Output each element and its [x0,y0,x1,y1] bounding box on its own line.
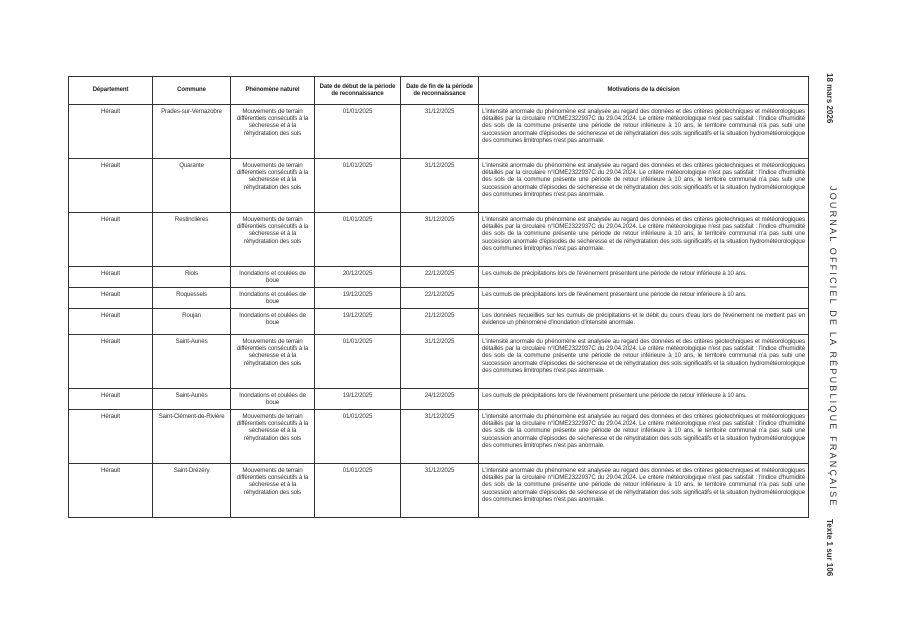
cell-commune: Saint-Drézéry [153,464,231,518]
cell-date-fin: 21/12/2025 [401,309,479,335]
cell-motivation: L'intensité anormale du phénomène est analysée au regard des données et des critères géotechniques et météorologiques détaillés par la circulaire n°IOME2322937C du 29.04.2024. Le critère météorologique n'est pas satisfait : l'indice d'humidité des sols de la commune présente une période de retour inférieure à 10 ans, le territoire communal n'a pas subi une succession anormale d'épisodes de sécheresse et de réhydratation des sols significatifs et la situation hydrométéorologique des communes limitrophes n'est pas anormale. [479,159,809,213]
publication-date: 18 mars 2026 [825,73,834,124]
header-departement: Département [69,77,153,105]
cell-date-fin: 31/12/2025 [401,213,479,267]
cell-commune: Prades-sur-Vernazobre [153,105,231,159]
cell-date-fin: 31/12/2025 [401,159,479,213]
cell-date-debut: 01/01/2025 [315,159,401,213]
cell-date-fin: 31/12/2025 [401,105,479,159]
cell-date-debut: 19/12/2025 [315,309,401,335]
cell-departement: Hérault [69,105,153,159]
header-date-fin: Date de fin de la période de reconnaissance [401,77,479,105]
cell-phenomene: Inondations et coulées de boue [231,309,315,335]
cell-motivation: L'intensité anormale du phénomène est analysée au regard des données et des critères géotechniques et météorologiques détaillés par la circulaire n°IOME2322937C du 29.04.2024. Le critère météorologique n'est pas satisfait : l'indice d'humidité des sols de la commune présente une période de retour inférieure à 10 ans, le territoire communal n'a pas subi une succession anormale d'épisodes de sécheresse et de réhydratation des sols significatifs et la situation hydrométéorologique des communes limitrophes n'est pas anormale. [479,464,809,518]
cell-motivation: Les cumuls de précipitations lors de l'événement présentent une période de retour inférieure à 10 ans. [479,267,809,288]
cell-commune: Riols [153,267,231,288]
table-row [69,464,809,518]
header-motivations: Motivations de la décision [479,77,809,105]
cell-date-fin: 31/12/2025 [401,464,479,518]
cell-commune: Saint-Aunès [153,335,231,389]
cell-commune: Saint-Clément-de-Rivière [153,410,231,464]
cell-departement: Hérault [69,309,153,335]
cell-phenomene: Mouvements de terrain différentiels consécutifs à la sécheresse et à la réhydratation des sols [231,213,315,267]
cell-departement: Hérault [69,335,153,389]
table-header-row [69,77,809,105]
cell-commune: Quarante [153,159,231,213]
cell-phenomene: Mouvements de terrain différentiels consécutifs à la sécheresse et à la réhydratation des sols [231,159,315,213]
table-row [69,410,809,464]
cell-departement: Hérault [69,464,153,518]
cell-phenomene: Inondations et coulées de boue [231,288,315,309]
table-row [69,335,809,389]
table-row [69,213,809,267]
cell-date-debut: 01/01/2025 [315,464,401,518]
cell-motivation: Les données recueillies sur les cumuls de précipitations et le débit du cours d'eau lors de l'événement ne mettent pas en évidence un phénomène d'inondation d'intensité anormale. [479,309,809,335]
cell-date-fin: 24/12/2025 [401,389,479,410]
cell-date-fin: 22/12/2025 [401,267,479,288]
cell-commune: Roquessels [153,288,231,309]
cell-commune: Saint-Aunès [153,389,231,410]
cell-phenomene: Mouvements de terrain différentiels consécutifs à la sécheresse et à la réhydratation des sols [231,464,315,518]
header-commune: Commune [153,77,231,105]
table-row [69,309,809,335]
cell-motivation: L'intensité anormale du phénomène est analysée au regard des données et des critères géotechniques et météorologiques détaillés par la circulaire n°IOME2322937C du 29.04.2024. Le critère météorologique n'est pas satisfait : l'indice d'humidité des sols de la commune présente une période de retour inférieure à 10 ans, le territoire communal n'a pas subi une succession anormale d'épisodes de sécheresse et de réhydratation des sols significatifs et la situation hydrométéorologique des communes limitrophes n'est pas anormale. [479,410,809,464]
cell-motivation: L'intensité anormale du phénomène est analysée au regard des données et des critères géotechniques et météorologiques détaillés par la circulaire n°IOME2322937C du 29.04.2024. Le critère météorologique n'est pas satisfait : l'indice d'humidité des sols de la commune présente une période de retour inférieure à 10 ans, le territoire communal n'a pas subi une succession anormale d'épisodes de sécheresse et de réhydratation des sols significatifs et la situation hydrométéorologique des communes limitrophes n'est pas anormale. [479,213,809,267]
cell-date-fin: 22/12/2025 [401,288,479,309]
cell-departement: Hérault [69,267,153,288]
table-row [69,267,809,288]
table-row [69,288,809,309]
cell-motivation: L'intensité anormale du phénomène est analysée au regard des données et des critères géotechniques et météorologiques détaillés par la circulaire n°IOME2322937C du 29.04.2024. Le critère météorologique n'est pas satisfait : l'indice d'humidité des sols de la commune présente une période de retour inférieure à 10 ans, le territoire communal n'a pas subi une succession anormale d'épisodes de sécheresse et de réhydratation des sols significatifs et la situation hydrométéorologique des communes limitrophes n'est pas anormale. [479,335,809,389]
cell-date-fin: 31/12/2025 [401,410,479,464]
decisions-table [68,76,809,518]
cell-date-debut: 01/01/2025 [315,213,401,267]
cell-commune: Restinclières [153,213,231,267]
cell-commune: Roujan [153,309,231,335]
cell-phenomene: Inondations et coulées de boue [231,267,315,288]
table-row [69,159,809,213]
cell-date-fin: 31/12/2025 [401,335,479,389]
cell-date-debut: 01/01/2025 [315,335,401,389]
cell-date-debut: 19/12/2025 [315,389,401,410]
header-date-debut: Date de début de la période de reconnaissance [315,77,401,105]
header-phenomene: Phénomène naturel [231,77,315,105]
table-row [69,389,809,410]
cell-phenomene: Inondations et coulées de boue [231,389,315,410]
table-row [69,105,809,159]
cell-departement: Hérault [69,213,153,267]
cell-motivation: Les cumuls de précipitations lors de l'événement présentent une période de retour inférieure à 10 ans. [479,288,809,309]
cell-date-debut: 01/01/2025 [315,410,401,464]
cell-date-debut: 20/12/2025 [315,267,401,288]
cell-date-debut: 19/12/2025 [315,288,401,309]
cell-motivation: Les cumuls de précipitations lors de l'événement présentent une période de retour inférieure à 10 ans. [479,389,809,410]
journal-title: JOURNAL OFFICIEL DE LA RÉPUBLIQUE FRANÇAISE [828,186,838,508]
cell-phenomene: Mouvements de terrain différentiels consécutifs à la sécheresse et à la réhydratation des sols [231,105,315,159]
cell-date-debut: 01/01/2025 [315,105,401,159]
cell-departement: Hérault [69,389,153,410]
cell-departement: Hérault [69,410,153,464]
cell-departement: Hérault [69,159,153,213]
cell-motivation: L'intensité anormale du phénomène est analysée au regard des données et des critères géotechniques et météorologiques détaillés par la circulaire n°IOME2322937C du 29.04.2024. Le critère météorologique n'est pas satisfait : l'indice d'humidité des sols de la commune présente une période de retour inférieure à 10 ans, le territoire communal n'a pas subi une succession anormale d'épisodes de sécheresse et de réhydratation des sols significatifs et la situation hydrométéorologique des communes limitrophes n'est pas anormale. [479,105,809,159]
cell-phenomene: Mouvements de terrain différentiels consécutifs à la sécheresse et à la réhydratation des sols [231,410,315,464]
cell-phenomene: Mouvements de terrain différentiels consécutifs à la sécheresse et à la réhydratation des sols [231,335,315,389]
texte-counter: Texte 1 sur 106 [825,519,834,577]
cell-departement: Hérault [69,288,153,309]
